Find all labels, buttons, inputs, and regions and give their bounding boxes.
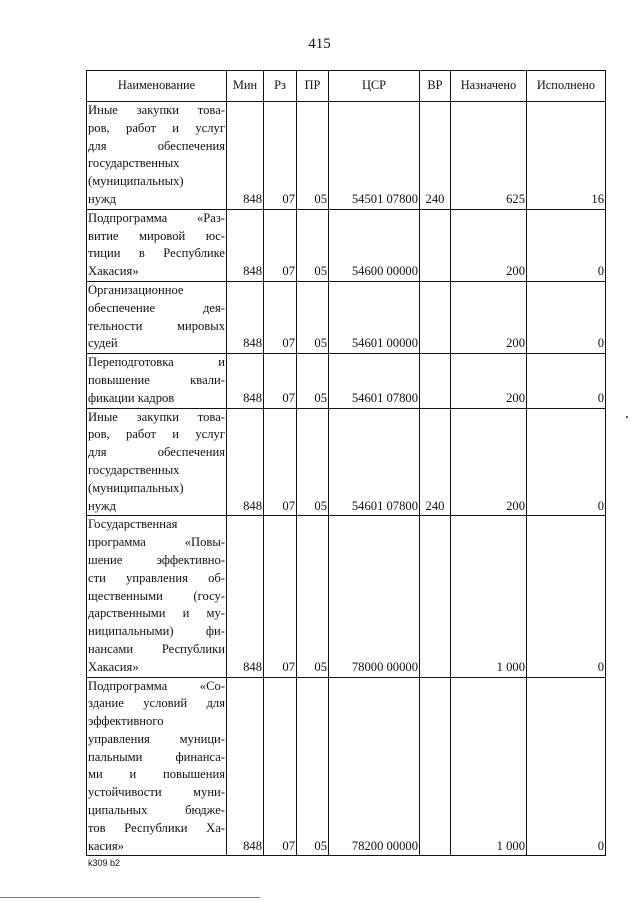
name-line: нансами Республики	[88, 641, 225, 656]
cell-vr	[420, 209, 451, 281]
name-line: управления муници-	[88, 731, 225, 746]
cell-min: 848	[227, 354, 264, 408]
name-line: ципальных бюдже-	[88, 803, 225, 818]
cell-name	[87, 677, 227, 856]
name-line: нужд	[88, 498, 116, 513]
cell-pr: 05	[297, 516, 329, 677]
header-name: Наименование	[87, 71, 227, 102]
name-line: сти управления об-	[88, 570, 225, 585]
name-line: Переподготовка и	[88, 355, 225, 370]
cell-assigned: 1 000	[451, 677, 527, 856]
header-csr: ЦСР	[329, 71, 420, 102]
name-line: эффективного	[88, 714, 164, 729]
cell-executed: 0	[527, 209, 606, 281]
cell-vr	[420, 677, 451, 856]
name-line: щественными (госу-	[88, 588, 225, 603]
cell-executed: 16	[527, 102, 606, 210]
header-pr: ПР	[297, 71, 329, 102]
cell-name	[87, 354, 227, 408]
name-line: (муниципальных)	[88, 480, 184, 495]
footer-code: k309 b2	[88, 858, 121, 868]
name-line: ров, работ и услуг	[88, 427, 225, 442]
cell-rz: 07	[264, 209, 297, 281]
name-line: Иные закупки това-	[88, 103, 225, 117]
name-line: здание условий для	[88, 696, 225, 711]
name-line: для обеспечения	[88, 138, 225, 153]
name-line: шение эффективно-	[88, 552, 225, 567]
cell-rz: 07	[264, 516, 297, 677]
name-line: фикации кадров	[88, 390, 175, 405]
scan-mark	[626, 416, 628, 418]
name-line: Иные закупки това-	[88, 409, 225, 424]
table-row	[87, 516, 606, 677]
cell-vr	[420, 516, 451, 677]
name-line: пальными финанса-	[88, 749, 225, 764]
name-line: тиции в Республике	[88, 246, 225, 261]
table-header-row	[87, 71, 606, 102]
header-assigned: Назначено	[451, 71, 527, 102]
table-row	[87, 102, 606, 210]
table-body	[87, 102, 606, 856]
cell-vr	[420, 354, 451, 408]
table-row	[87, 281, 606, 353]
name-line: государственных	[88, 462, 180, 477]
cell-rz: 07	[264, 408, 297, 516]
cell-executed: 0	[527, 408, 606, 516]
cell-pr: 05	[297, 281, 329, 353]
table-row	[87, 408, 606, 516]
cell-pr: 05	[297, 102, 329, 210]
cell-name	[87, 281, 227, 353]
header-min: Мин	[227, 71, 264, 102]
cell-executed: 0	[527, 677, 606, 856]
cell-assigned: 200	[451, 281, 527, 353]
name-line: Организационное	[88, 282, 184, 297]
name-line: программа «Повы-	[88, 535, 225, 550]
name-line: ниципальными) фи-	[88, 624, 225, 639]
name-line: Государственная	[88, 517, 178, 532]
cell-min: 848	[227, 209, 264, 281]
cell-min: 848	[227, 408, 264, 516]
cell-csr: 78200 00000	[329, 677, 420, 856]
cell-assigned: 200	[451, 408, 527, 516]
cell-rz: 07	[264, 354, 297, 408]
cell-assigned: 1 000	[451, 516, 527, 677]
name-line: тельности мировых	[88, 318, 225, 333]
name-line: Хакасия»	[88, 264, 139, 279]
header-executed: Исполнено	[527, 71, 606, 102]
cell-rz: 07	[264, 102, 297, 210]
cell-csr: 54601 07800	[329, 354, 420, 408]
cell-vr: 240	[420, 102, 451, 210]
cell-min: 848	[227, 516, 264, 677]
cell-executed: 0	[527, 516, 606, 677]
cell-executed: 0	[527, 354, 606, 408]
cell-pr: 05	[297, 677, 329, 856]
cell-vr	[420, 281, 451, 353]
name-line: ми и повышения	[88, 767, 225, 782]
cell-pr: 05	[297, 408, 329, 516]
name-line: (муниципальных)	[88, 174, 184, 189]
cell-pr: 05	[297, 354, 329, 408]
cell-name	[87, 209, 227, 281]
name-line: повышение квали-	[88, 372, 225, 387]
budget-table	[86, 70, 606, 856]
name-line: обеспечение дея-	[88, 300, 225, 315]
cell-csr: 54601 07800	[329, 408, 420, 516]
cell-name	[87, 102, 227, 210]
name-line: тов Республики Ха-	[88, 820, 225, 835]
cell-min: 848	[227, 677, 264, 856]
cell-assigned: 200	[451, 354, 527, 408]
cell-csr: 54600 00000	[329, 209, 420, 281]
cell-csr: 54601 00000	[329, 281, 420, 353]
name-line: нужд	[88, 191, 116, 206]
table-row	[87, 209, 606, 281]
cell-name	[87, 408, 227, 516]
bottom-divider	[0, 897, 260, 898]
cell-vr: 240	[420, 408, 451, 516]
name-line: дарственными и му-	[88, 606, 225, 621]
name-line: Подпрограмма «Раз-	[88, 210, 225, 225]
cell-name	[87, 516, 227, 677]
cell-csr: 54501 07800	[329, 102, 420, 210]
cell-rz: 07	[264, 677, 297, 856]
table-row	[87, 677, 606, 856]
cell-rz: 07	[264, 281, 297, 353]
cell-assigned: 200	[451, 209, 527, 281]
name-line: устойчивости муни-	[88, 785, 225, 800]
cell-assigned: 625	[451, 102, 527, 210]
cell-executed: 0	[527, 281, 606, 353]
name-line: Подпрограмма «Со-	[88, 678, 225, 693]
name-line: судей	[88, 336, 118, 351]
cell-min: 848	[227, 102, 264, 210]
name-line: витие мировой юс-	[88, 228, 225, 243]
name-line: государственных	[88, 156, 180, 171]
cell-csr: 78000 00000	[329, 516, 420, 677]
header-rz: Рз	[264, 71, 297, 102]
table-row	[87, 354, 606, 408]
header-vr: ВР	[420, 71, 451, 102]
cell-min: 848	[227, 281, 264, 353]
page-number: 415	[308, 36, 331, 52]
name-line: Хакасия»	[88, 659, 139, 674]
cell-pr: 05	[297, 209, 329, 281]
name-line: ров, работ и услуг	[88, 120, 225, 135]
name-line: касия»	[88, 838, 124, 853]
name-line: для обеспечения	[88, 445, 225, 460]
